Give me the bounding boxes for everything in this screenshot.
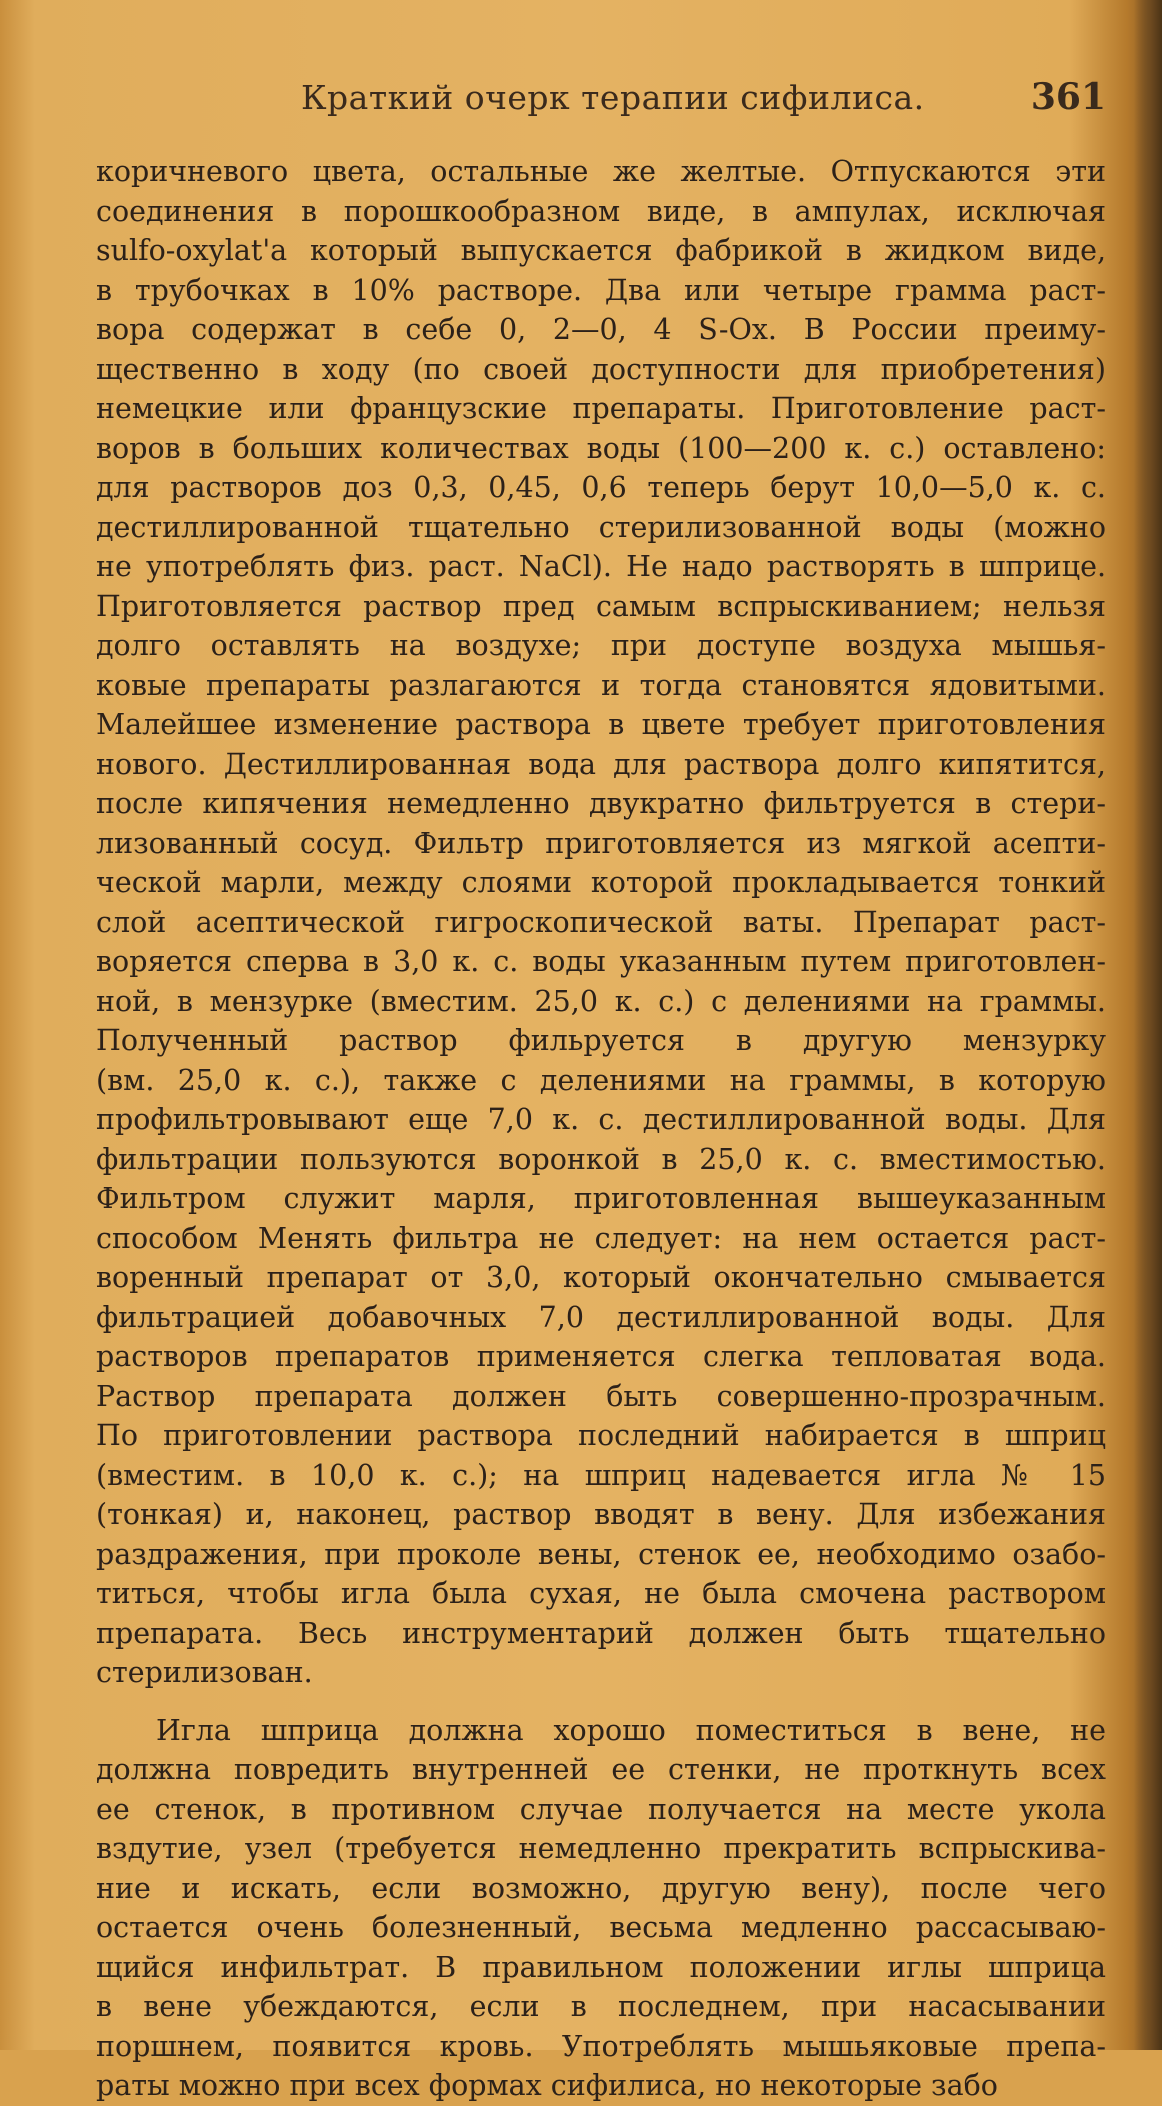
text-line: ковые препараты разлагаются и тогда становятся ядовитыми. [96,668,1106,702]
text-line: Игла шприца должна хорошо поместиться в вене, не [156,1713,1106,1747]
text-line: препарата. Весь инструментарий должен быть тщательно [96,1616,1106,1650]
text-line: раздражения, при проколе вены, стенок ее, необходимо озабо- [96,1537,1106,1571]
text-line: воряется сперва в 3,0 к. с. воды указанным путем приготовлен- [96,945,1106,978]
text-line: щийся инфильтрат. В правильном положении иглы шприца [96,1950,1106,1984]
text-line: растворов препаратов применяется слегка тепловатая вода. [96,1340,1106,1373]
text-line: (тонкая) и, наконец, раствор вводят в вену. Для избежания [96,1498,1106,1531]
text-line: поршнем, появится кровь. Употреблять мышьяковые препа- [96,2029,1106,2063]
text-line: в трубочках в 10% растворе. Два или четыре грамма раст- [96,273,1106,307]
text-line: дестиллированной тщательно стерилизованной воды (можно [96,510,1106,544]
text-line: (вместим. в 10,0 к. с.); на шприц надевается игла № 15 [96,1458,1106,1492]
page-number: 361 [1030,76,1106,118]
text-line: в вене убеждаются, если в последнем, при насасывании [96,1990,1106,2023]
text-line: фильтрацией добавочных 7,0 дестиллированной воды. Для [96,1300,1106,1334]
text-line: ной, в мензурке (вместим. 25,0 к. с.) с делениями на граммы. [96,984,1106,1018]
text-line: Приготовляется раствор пред самым вспрыскиванием; нельзя [96,589,1106,623]
paragraph-gap [96,1693,1106,1711]
text-line: Фильтром служит марля, приготовленная вышеуказанным [96,1182,1106,1215]
text-line: после кипячения немедленно двукратно фильтруется в стери- [96,787,1106,820]
text-line: щественно в ходу (по своей доступности для приобретения) [96,352,1106,386]
text-line: Полученный раствор фильруется в другую мензурку [96,1024,1106,1057]
text-line: ее стенок, в противном случае получается на месте укола [96,1792,1106,1826]
text-line: лизованный сосуд. Фильтр приготовляется из мягкой асепти- [96,826,1106,860]
text-line: коричневого цвета, остальные же желтые. Отпускаются эти [96,155,1106,188]
running-header [96,78,1106,128]
body-text [96,152,1106,2106]
paragraph-2 [96,1711,1106,2106]
text-line: должна повредить внутренней ее стенки, не проткнуть всех [96,1753,1106,1786]
running-title: Краткий очерк терапии сифилиса. [301,78,925,117]
text-line: титься, чтобы игла была сухая, не была смочена раствором [96,1577,1106,1610]
text-line: воров в больших количествах воды (100—200 к. с.) оставлено: [96,431,1106,465]
text-line: воренный препарат от 3,0, который окончательно смывается [96,1261,1106,1294]
text-line: слой асептической гигроскопической ваты. Препарат раст- [96,905,1106,939]
text-line: остается очень болезненный, весьма медленно рассасываю- [96,1911,1106,1944]
text-line: долго оставлять на воздухе; при доступе воздуха мышья- [96,629,1106,662]
text-line: По приготовлении раствора последний набирается в шприц [96,1419,1106,1452]
text-line: способом Менять фильтра не следует: на нем остается раст- [96,1221,1106,1255]
text-line: раты можно при всех формах сифилиса, но некоторые забо [96,2069,998,2102]
text-line: ние и искать, если возможно, другую вену), после чего [96,1871,1106,1905]
paragraph-1 [96,152,1106,1693]
text-line: вора содержат в себе 0, 2—0, 4 S-Ox. В России преиму- [96,313,1106,346]
page-edge-shadow [1134,0,1162,2050]
text-line: вздутие, узел (требуется немедленно прекратить вспрыскива- [96,1832,1106,1865]
text-line: стерилизован. [96,1656,313,1689]
text-line: не употреблять физ. раст. NaCl). Не надо растворять в шприце. [96,550,1106,583]
text-line: Малейшее изменение раствора в цвете требует приготовления [96,708,1106,741]
text-line: ческой марли, между слоями которой прокладывается тонкий [96,866,1106,899]
text-line: (вм. 25,0 к. с.), также с делениями на граммы, в которую [96,1063,1106,1097]
text-line: sulfo-oxylat'a который выпускается фабрикой в жидком виде, [96,234,1106,267]
text-line: профильтровывают еще 7,0 к. с. дестиллированной воды. Для [96,1103,1106,1136]
text-line: нового. Дестиллированная вода для раствора долго кипятится, [96,747,1106,781]
text-line: фильтрации пользуются воронкой в 25,0 к. с. вместимостью. [96,1142,1106,1176]
text-line: соединения в порошкообразном виде, в ампулах, исключая [96,194,1106,228]
text-line: для растворов доз 0,3, 0,45, 0,6 теперь берут 10,0—5,0 к. с. [96,471,1106,504]
text-line: немецкие или французские препараты. Приготовление раст- [96,392,1106,425]
text-line: Раствор препарата должен быть совершенно-прозрачным. [96,1379,1106,1413]
